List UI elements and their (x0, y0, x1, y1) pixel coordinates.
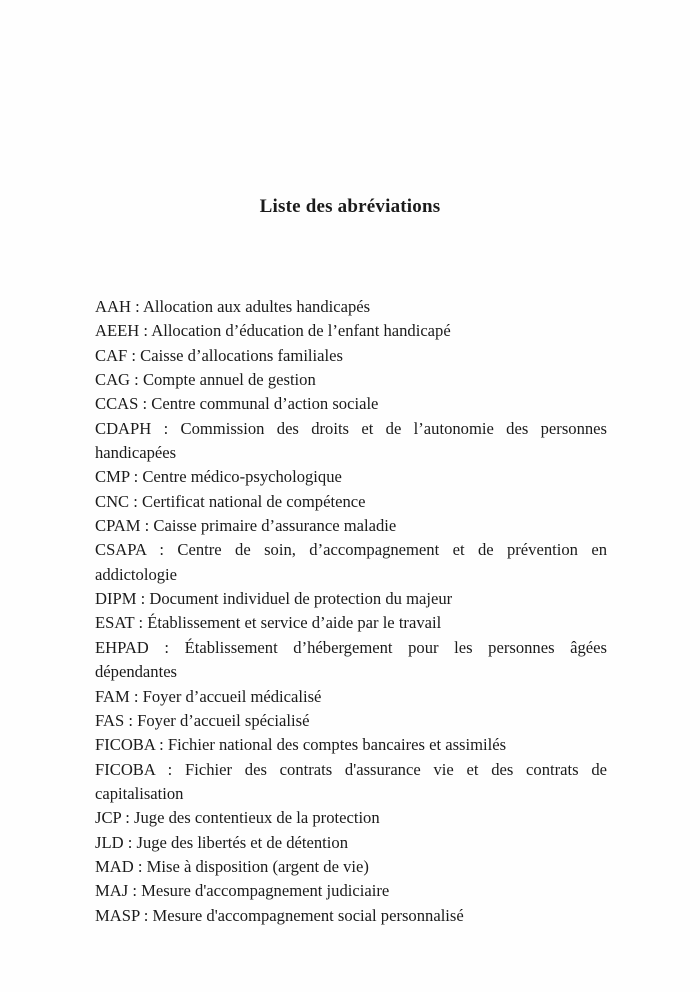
abbreviation-item: JCP : Juge des contentieux de la protection (95, 808, 380, 828)
abbreviation-item: MAJ : Mesure d'accompagnement judiciaire (95, 881, 390, 901)
abbreviation-item: FICOBA : Fichier des contrats d'assurance vie et des contrats de capitalisation (95, 759, 607, 803)
abbreviation-item: JLD : Juge des libertés et de détention (95, 832, 348, 852)
abbreviation-item: MASP : Mesure d'accompagnement social personnalisé (95, 905, 464, 925)
abbreviation-item: CCAS : Centre communal d’action sociale (95, 394, 379, 414)
abbreviation-item: CAF : Caisse d’allocations familiales (95, 345, 343, 365)
abbreviation-item: CSAPA : Centre de soin, d’accompagnement et de prévention en addictologie (95, 540, 607, 584)
abbreviation-item: FAS : Foyer d’accueil spécialisé (95, 710, 310, 730)
abbreviation-item: CAG : Compte annuel de gestion (95, 370, 316, 390)
abbreviation-item: EHPAD : Établissement d’hébergement pour les personnes âgées dépendantes (95, 637, 607, 682)
abbreviation-item: FAM : Foyer d’accueil médicalisé (95, 686, 322, 706)
abbreviation-item: CMP : Centre médico-psychologique (95, 467, 342, 487)
page-title: Liste des abréviations (259, 196, 441, 217)
abbreviation-item: AAH : Allocation aux adultes handicapés (95, 297, 371, 316)
abbreviation-item: AEEH : Allocation d’éducation de l’enfant handicapé (95, 321, 451, 341)
abbreviation-item: CDAPH : Commission des droits et de l’autonomie des personnes handicapées (95, 418, 607, 463)
abbreviation-item: MAD : Mise à disposition (argent de vie) (95, 856, 369, 876)
abbreviation-item: FICOBA : Fichier national des comptes bancaires et assimilés (95, 735, 507, 755)
abbreviation-item: CNC : Certificat national de compétence (95, 491, 366, 511)
abbreviation-item: CPAM : Caisse primaire d’assurance maladie (95, 516, 397, 536)
abbreviation-item: DIPM : Document individuel de protection du majeur (95, 589, 453, 609)
abbreviation-item: ESAT : Établissement et service d’aide par le travail (95, 613, 442, 633)
abbreviation-list (95, 295, 607, 928)
